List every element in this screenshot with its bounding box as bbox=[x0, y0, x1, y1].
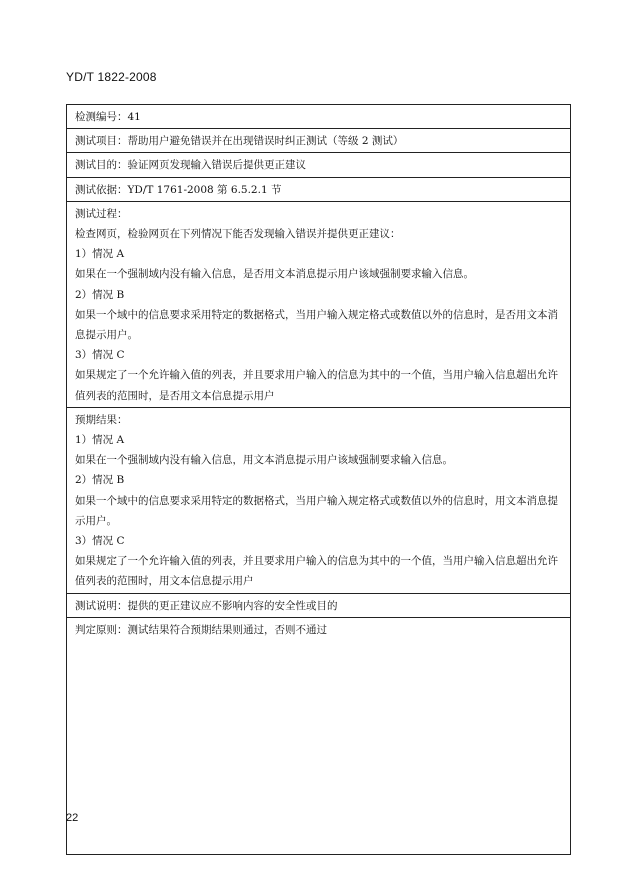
expected-case-b-text: 如果一个域中的信息要求采用特定的数据格式，当用户输入规定格式或数值以外的信息时，用文本消息提示用户。 bbox=[75, 494, 558, 527]
test-note: 测试说明：提供的更正建议应不影响内容的安全性或目的 bbox=[67, 593, 571, 617]
test-purpose: 测试目的：验证网页发现输入错误后提供更正建议 bbox=[67, 153, 571, 177]
row-test-item bbox=[67, 129, 571, 153]
row-expected-result bbox=[67, 407, 571, 593]
procedure-case-b-label: 2）情况 B bbox=[75, 288, 125, 301]
procedure-case-a-label: 1）情况 A bbox=[75, 248, 125, 261]
expected-result-cell bbox=[67, 407, 571, 593]
expected-case-b-label: 2）情况 B bbox=[75, 474, 125, 487]
row-test-note bbox=[67, 593, 571, 617]
test-number: 检测编号：41 bbox=[67, 105, 571, 129]
expected-case-a-text: 如果在一个强制域内没有输入信息，用文本消息提示用户该域强制要求输入信息。 bbox=[75, 454, 453, 467]
expected-case-c-text: 如果规定了一个允许输入值的列表，并且要求用户输入的信息为其中的一个值，当用户输入信息超出允许值列表的范围时，用文本信息提示用户 bbox=[75, 555, 558, 588]
test-item: 测试项目：帮助用户避免错误并在出现错误时纠正测试（等级 2 测试） bbox=[67, 129, 571, 153]
procedure-case-a-text: 如果在一个强制域内没有输入信息，是否用文本消息提示用户该域强制要求输入信息。 bbox=[75, 268, 474, 281]
expected-case-a-label: 1）情况 A bbox=[75, 434, 125, 447]
expected-title: 预期结果： bbox=[75, 413, 128, 426]
judgment-principle: 判定原则：测试结果符合预期结果则通过，否则不通过 bbox=[67, 617, 571, 854]
row-test-number bbox=[67, 105, 571, 129]
page-number: 22 bbox=[66, 812, 79, 824]
procedure-case-b-text: 如果一个域中的信息要求采用特定的数据格式，当用户输入规定格式或数值以外的信息时，是否用文本消息提示用户。 bbox=[75, 308, 558, 342]
procedure-case-c-text: 如果规定了一个允许输入值的列表，并且要求用户输入的信息为其中的一个值，当用户输入信息超出允许值列表的范围时，是否用文本信息提示用户 bbox=[75, 369, 558, 402]
expected-case-c-label: 3）情况 C bbox=[75, 535, 125, 548]
test-case-table bbox=[66, 104, 571, 855]
document-code: YD/T 1822-2008 bbox=[66, 70, 157, 84]
row-judgment bbox=[67, 617, 571, 854]
row-test-purpose bbox=[67, 153, 571, 177]
procedure-title: 测试过程： bbox=[75, 207, 128, 220]
procedure-intro: 检查网页，检验网页在下列情况下能否发现输入错误并提供更正建议： bbox=[75, 228, 401, 241]
test-basis: 测试依据：YD/T 1761-2008 第 6.5.2.1 节 bbox=[67, 177, 571, 201]
procedure-case-c-label: 3）情况 C bbox=[75, 349, 125, 362]
test-procedure-cell bbox=[67, 201, 571, 407]
row-test-basis bbox=[67, 177, 571, 201]
row-test-procedure bbox=[67, 201, 571, 407]
